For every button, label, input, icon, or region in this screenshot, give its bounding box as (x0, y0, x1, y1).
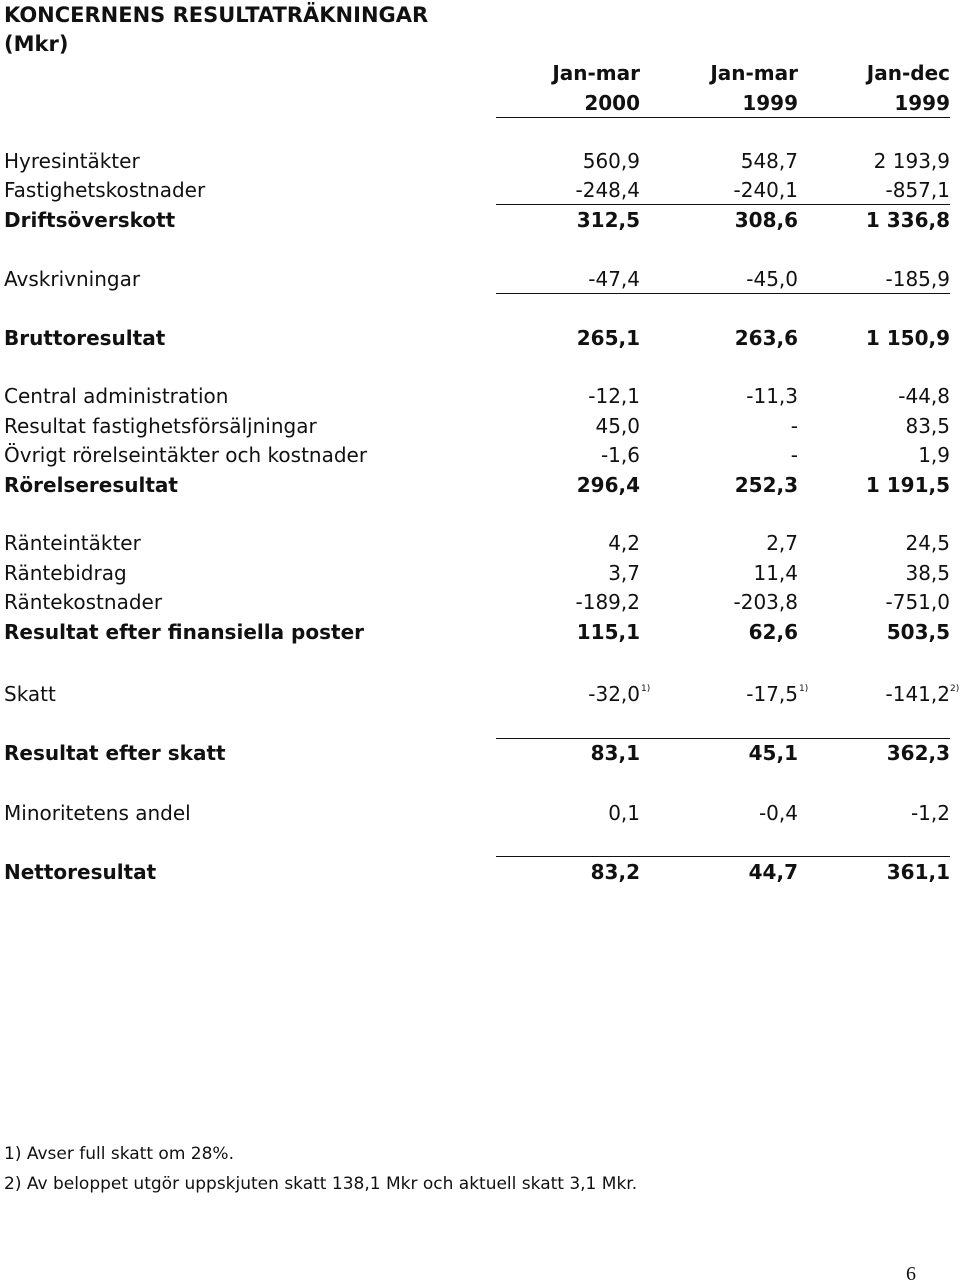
value-cell: 3,7 (608, 561, 640, 585)
value-cell: 24,5 (905, 531, 950, 555)
value-cell: 4,2 (608, 531, 640, 555)
value-cell: 560,9 (582, 149, 640, 173)
row-label: Driftsöverskott (4, 208, 176, 232)
rule-costs (496, 204, 950, 205)
row-label: Nettoresultat (4, 860, 157, 884)
row-label: Resultat fastighetsförsäljningar (4, 414, 317, 438)
value-cell: -751,0 (885, 590, 950, 614)
value-cell: 0,1 (608, 801, 640, 825)
value-cell: 45,1 (748, 741, 798, 765)
value-cell: 548,7 (740, 149, 798, 173)
value-cell: -12,1 (588, 384, 640, 408)
table-row (0, 559, 960, 588)
row-label: Räntekostnader (4, 590, 163, 614)
table-row (0, 382, 960, 411)
value-cell: - (790, 414, 798, 438)
row-label: Resultat efter finansiella poster (4, 620, 364, 644)
table-row (0, 529, 960, 558)
value-cell: 44,7 (748, 860, 798, 884)
table-row (0, 588, 960, 617)
value-cell: -248,4 (575, 178, 640, 202)
value-cell: 252,3 (734, 473, 798, 497)
value-cell: 83,5 (905, 414, 950, 438)
col2-year: 1999 (742, 91, 798, 115)
footnote-2: 2) Av beloppet utgör uppskjuten skatt 138,1 Mkr och aktuell skatt 3,1 Mkr. (4, 1174, 638, 1194)
value-cell: -240,1 (733, 178, 798, 202)
value-cell: 503,5 (886, 620, 950, 644)
table-row (0, 799, 960, 828)
value-cell: 11,4 (753, 561, 798, 585)
rule-depreciation (496, 293, 950, 294)
value-cell: -17,5 (746, 682, 798, 706)
table-row (0, 206, 960, 235)
report-title: KONCERNENS RESULTATRÄKNINGAR (4, 3, 429, 27)
table-row (0, 324, 960, 353)
col2-period: Jan-mar (710, 61, 798, 85)
value-cell: 38,5 (905, 561, 950, 585)
row-label: Fastighetskostnader (4, 178, 206, 202)
value-cell: 1 191,5 (865, 473, 950, 497)
footnote-ref: 1) (641, 684, 651, 694)
value-cell: 265,1 (576, 326, 640, 350)
value-cell: -45,0 (746, 267, 798, 291)
value-cell: -189,2 (575, 590, 640, 614)
row-label: Bruttoresultat (4, 326, 166, 350)
value-cell: 45,0 (595, 414, 640, 438)
value-cell: -44,8 (898, 384, 950, 408)
value-cell: -1,2 (910, 801, 950, 825)
header-underline (496, 117, 950, 118)
table-row (0, 471, 960, 500)
value-cell: 62,6 (748, 620, 798, 644)
footnote-1: 1) Avser full skatt om 28%. (4, 1144, 234, 1164)
page-number: 6 (906, 1263, 916, 1285)
value-cell: -0,4 (758, 801, 798, 825)
value-cell: 308,6 (734, 208, 798, 232)
row-label: Övrigt rörelseintäkter och kostnader (4, 443, 368, 467)
table-row (0, 739, 960, 768)
rule-tax (496, 738, 950, 739)
value-cell: -185,9 (885, 267, 950, 291)
value-cell: -1,6 (600, 443, 640, 467)
value-cell: 1,9 (918, 443, 950, 467)
rule-minority (496, 856, 950, 857)
value-cell: -857,1 (885, 178, 950, 202)
col1-year: 2000 (584, 91, 640, 115)
footnote-ref: 2) (950, 684, 960, 694)
value-cell: 2,7 (766, 531, 798, 555)
value-cell: -141,2 (885, 682, 950, 706)
col3-year: 1999 (894, 91, 950, 115)
row-label: Räntebidrag (4, 561, 127, 585)
value-cell: 263,6 (734, 326, 798, 350)
table-row (0, 176, 960, 205)
value-cell: 83,1 (590, 741, 640, 765)
report-unit: (Mkr) (4, 32, 69, 56)
table-row (0, 412, 960, 441)
table-row (0, 147, 960, 176)
value-cell: 83,2 (590, 860, 640, 884)
table-row (0, 265, 960, 294)
value-cell: 1 336,8 (865, 208, 950, 232)
value-cell: -47,4 (588, 267, 640, 291)
col1-period: Jan-mar (552, 61, 640, 85)
value-cell: 312,5 (576, 208, 640, 232)
value-cell: 1 150,9 (865, 326, 950, 350)
value-cell: - (790, 443, 798, 467)
table-row (0, 441, 960, 470)
col3-period: Jan-dec (866, 61, 950, 85)
value-cell: 296,4 (576, 473, 640, 497)
value-cell: 2 193,9 (873, 149, 950, 173)
row-label: Hyresintäkter (4, 149, 140, 173)
footnote-ref: 1) (799, 684, 809, 694)
value-cell: -32,0 (588, 682, 640, 706)
value-cell: -203,8 (733, 590, 798, 614)
table-row (0, 858, 960, 887)
row-label: Skatt (4, 682, 56, 706)
row-label: Ränteintäkter (4, 531, 141, 555)
row-label: Central administration (4, 384, 229, 408)
table-row (0, 618, 960, 647)
row-label: Minoritetens andel (4, 801, 191, 825)
row-label: Rörelseresultat (4, 473, 178, 497)
value-cell: 362,3 (886, 741, 950, 765)
value-cell: 361,1 (886, 860, 950, 884)
table-row (0, 680, 960, 709)
value-cell: -11,3 (746, 384, 798, 408)
row-label: Resultat efter skatt (4, 741, 226, 765)
row-label: Avskrivningar (4, 267, 141, 291)
value-cell: 115,1 (576, 620, 640, 644)
